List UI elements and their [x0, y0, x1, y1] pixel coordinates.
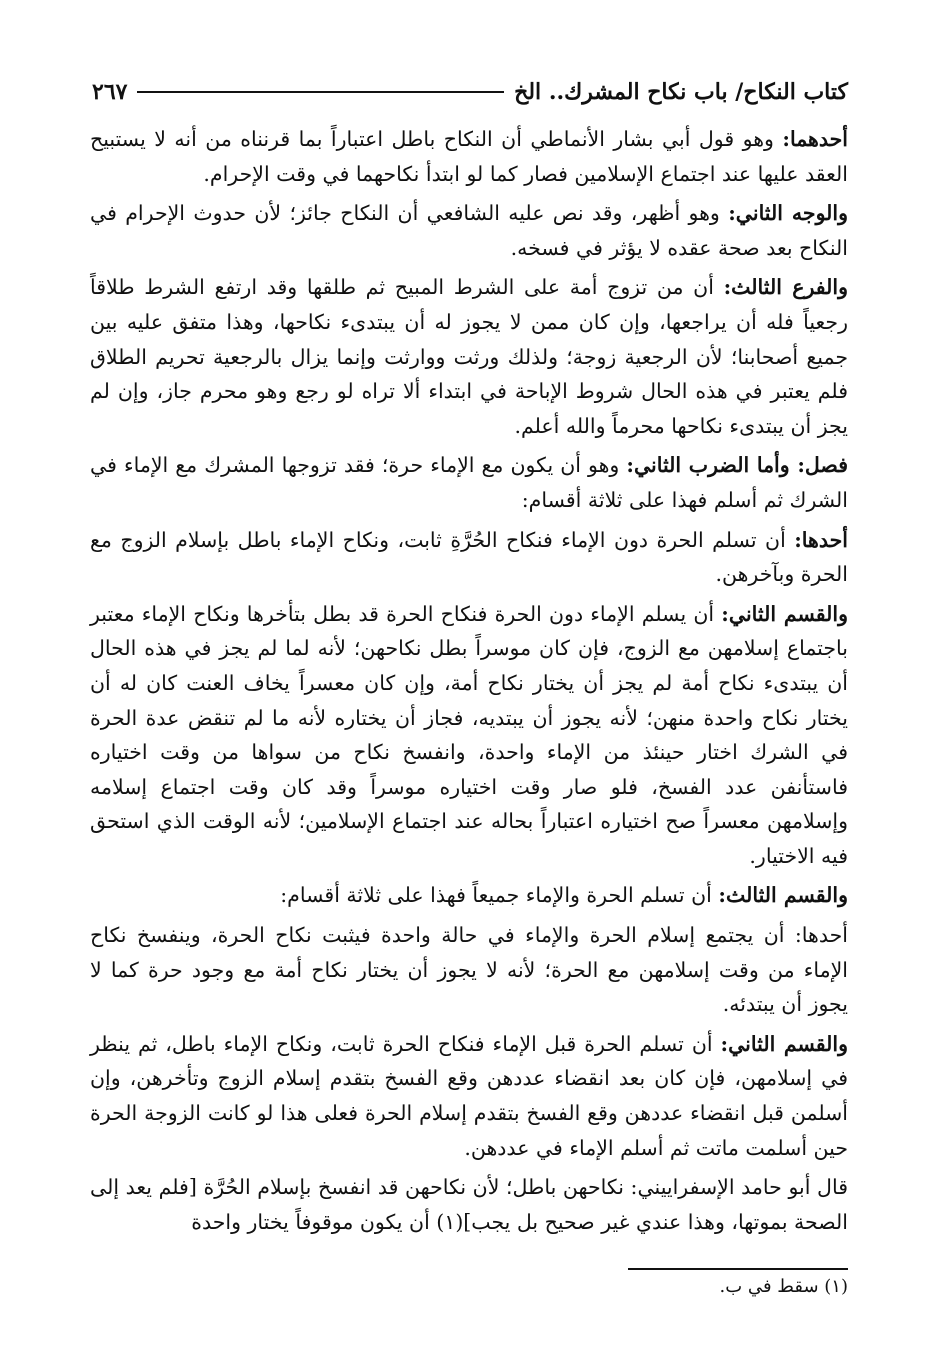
paragraph-text: قال أبو حامد الإسفراييني: نكاحهن باطل؛ لأن نكاحهن قد انفسخ بإسلام الحُرَّة [فلم يعد إلى الصحة بموتها، وهذا عندي غير صحيح بل يجب](١) أن يكون موقوفاً يختار واحدة	[90, 1175, 848, 1234]
paragraph	[90, 196, 848, 265]
paragraph-text: أحدها: أن يجتمع إسلام الحرة والإماء في حالة واحدة فيثبت نكاح الحرة، وينفسخ نكاح الإماء من وقت إسلامهن مع الحرة؛ لأنه لا يجوز أن يختار نكاح أمة مع وجود حرة كما لا يجوز أن يبتدئه.	[90, 923, 849, 1017]
paragraph-text: أن من تزوج أمة على الشرط المبيح ثم طلقها وقد ارتفع الشرط طلاقاً رجعياً فله أن يراجعها، وإن كان ممن لا يجوز له أن يبتدىء نكاحها، وهذا متفق عليه بين جميع أصحابنا؛ لأن الرجعية زوجة؛ ولذلك ورثت ووارثت وإنما يزال بالرجعية تحريم الطلاق فلم يعتبر في هذه الحال شروط الإباحة في ابتداء ألا تراه لو رجع وهو محرم جاز، وإن لم يجز أن يبتدىء نكاحها محرماً والله أعلم.	[90, 275, 848, 438]
page-header	[92, 72, 848, 112]
paragraph-text: أن يسلم الإماء دون الحرة فنكاح الحرة قد بطل بتأخرها ونكاح الإماء معتبر باجتماع إسلامهن مع الزوج، فإن كان موسراً بطل نكاحهن؛ لأنه لما لم يجز في هذه الحال أن يبتدىء نكاح أمة لم يجز أن يختار نكاح أمة، وإن كان معسراً يخاف العنت كان له أن يختار نكاح واحدة منهن؛ لأنه يجوز أن يبتديه، فجاز أن يختاره لأنه ما لم تنقض عدة الحرة في الشرك اختار حينئذ من الإماء واحدة، وانفسخ نكاح من سواها من وقت اختياره فاستأنفن عدد الفسخ، فلو صار وقت اختياره موسراً وقد كان وقت اجتماع إسلامه وإسلامهن معسراً صح اختياره اعتباراً بحاله عند اجتماع الإسلامين؛ لأنه الوقت الذي استحق فيه الاختيار.	[90, 601, 848, 868]
paragraph-lead: والقسم الثاني:	[720, 1031, 848, 1056]
paragraph-lead: والقسم الثاني:	[721, 601, 848, 626]
paragraph-text: أن تسلم الحرة قبل الإماء فنكاح الحرة ثابت، ونكاح الإماء باطل، ثم ينظر في إسلامهن، فإن كان بعد انقضاء عددهن وقع الفسخ بتقدم إسلام الزوج وتأخرهن، وإن أسلمن قبل انقضاء عددهن وقع الفسخ بتقدم إسلام الحرة فعلى هذا لو كانت الزوجة الحرة حين أسلمت ماتت ثم أسلم الإماء في عددهن.	[90, 1031, 848, 1160]
paragraph	[90, 448, 848, 517]
running-title: كتاب النكاح/ باب نكاح المشرك.. الخ	[514, 79, 848, 105]
paragraph	[90, 1170, 848, 1239]
paragraph-lead: أحدهما:	[782, 127, 848, 151]
paragraph	[90, 270, 848, 443]
paragraph-text: أن تسلم الحرة والإماء جميعاً فهذا على ثلاثة أقسام:	[280, 883, 719, 908]
paragraph-lead: فصل: وأما الضرب الثاني:	[626, 453, 848, 478]
paragraph-lead: أحدها:	[794, 527, 848, 552]
paragraph-lead: والوجه الثاني:	[728, 201, 849, 226]
paragraph	[90, 878, 848, 913]
paragraph-text: وهو أن يكون مع الإماء حرة؛ فقد تزوجها المشرك مع الإماء في الشرك ثم أسلم فهذا على ثلاثة أقسام:	[90, 453, 848, 512]
footnote-rule	[628, 1268, 848, 1270]
paragraph-lead: والفرع الثالث:	[723, 275, 848, 300]
header-rule	[137, 91, 504, 93]
paragraph	[90, 122, 848, 191]
paragraph-text: أن تسلم الحرة دون الإماء فنكاح الحُرَّةِ ثابت، ونكاح الإماء باطل بإسلام الزوج مع الحرة وبآخرهن.	[90, 527, 848, 587]
paragraph	[90, 523, 848, 592]
paragraph	[90, 597, 848, 874]
footnote: (١) سقط في ب.	[719, 1276, 848, 1297]
paragraph	[90, 918, 848, 1022]
paragraph-lead: والقسم الثالث:	[718, 883, 848, 908]
paragraph-text: وهو قول أبي بشار الأنماطي أن النكاح باطل اعتباراً بما قرنناه من أنه لا يستبيح العقد عليها عند اجتماع الإسلامين فصار كما لو ابتدأ نكاحهما في وقت الإحرام.	[90, 127, 848, 186]
paragraph	[90, 1027, 848, 1165]
page-number: ٢٦٧	[92, 79, 128, 105]
paragraph-text: وهو أظهر، وقد نص عليه الشافعي أن النكاح جائز؛ لأن حدوث الإحرام في النكاح بعد صحة عقده لا يؤثر في فسخه.	[90, 201, 848, 260]
body-text	[90, 122, 848, 1244]
